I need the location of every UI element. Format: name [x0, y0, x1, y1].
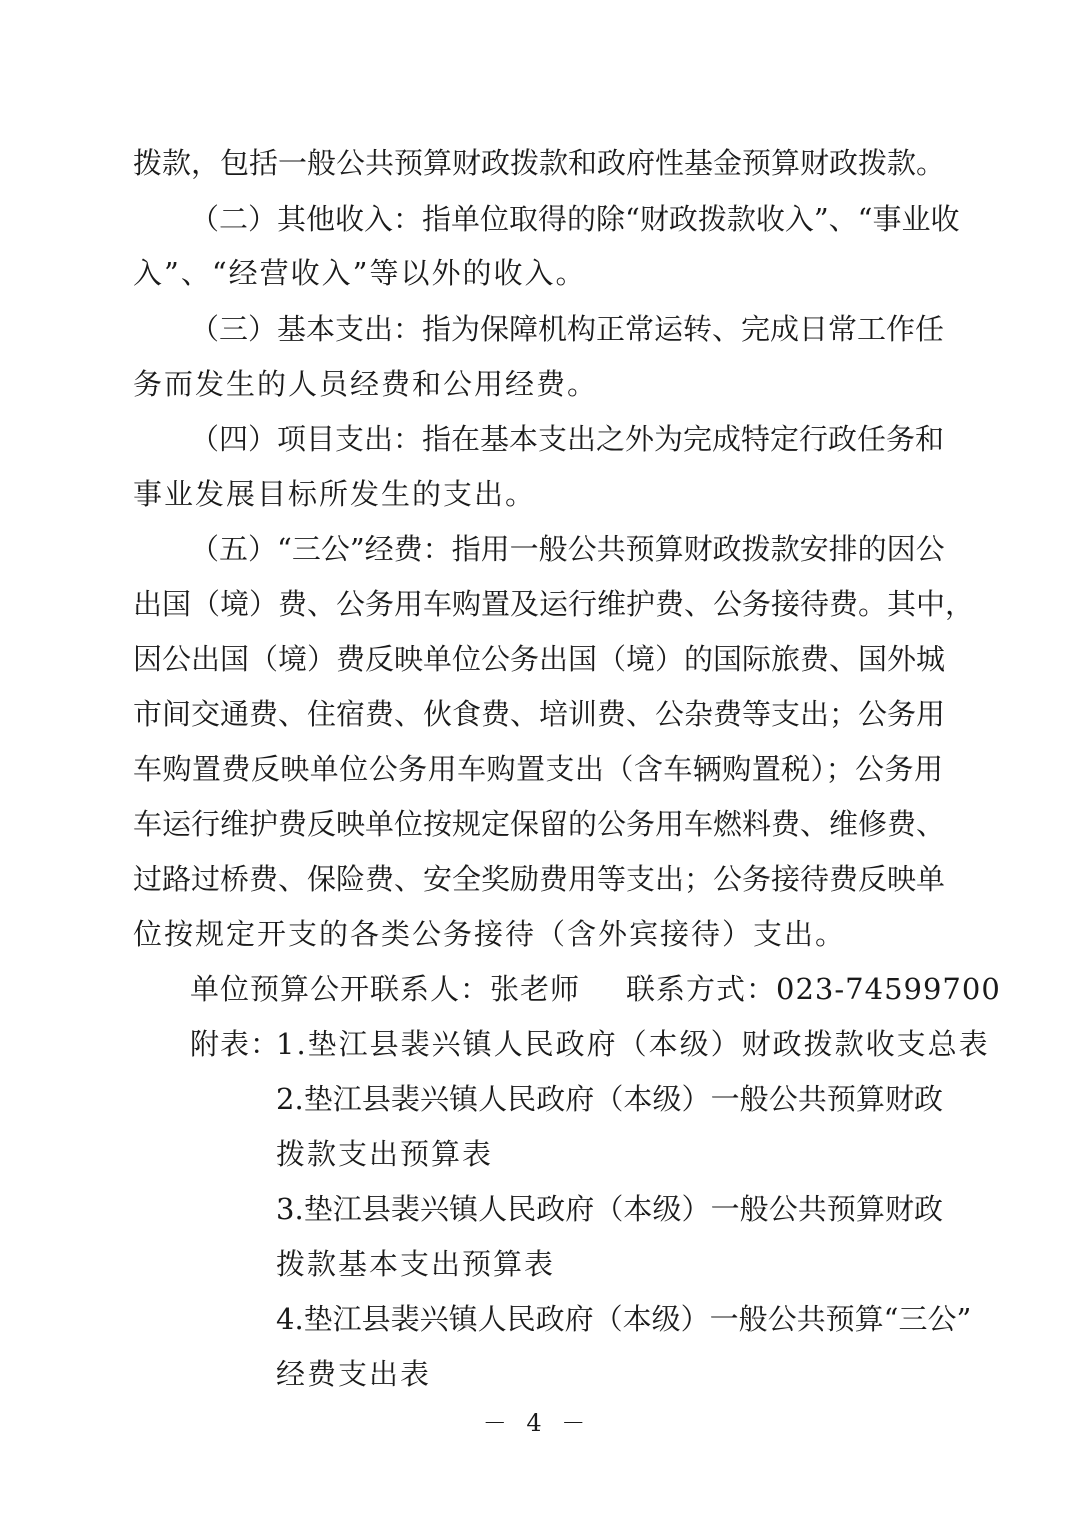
paragraph-line: 出国（境）费、公务用车购置及运行维护费、公务接待费。其中， — [133, 587, 975, 621]
page-number: － 4 － — [482, 1409, 592, 1437]
attachment-item: 4.垫江县裴兴镇人民政府（本级）一般公共预算“三公” — [276, 1302, 972, 1336]
attachments-label: 附表： — [190, 1027, 281, 1061]
paragraph-line: （五）“三公”经费：指用一般公共预算财政拨款安排的因公 — [190, 532, 945, 566]
paragraph-line: （三）基本支出：指为保障机构正常运转、完成日常工作任 — [190, 312, 945, 346]
paragraph-line: 过路过桥费、保险费、安全奖励费用等支出；公务接待费反映单 — [133, 862, 946, 896]
paragraph-line: 市间交通费、住宿费、伙食费、培训费、公杂费等支出；公务用 — [133, 697, 946, 731]
attachment-item: 3.垫江县裴兴镇人民政府（本级）一般公共预算财政 — [276, 1192, 943, 1226]
contact-method: 联系方式：023-74599700 — [626, 972, 1001, 1006]
paragraph-line: 入”、“经营收入”等以外的收入。 — [133, 256, 587, 290]
paragraph-line: 事业发展目标所发生的支出。 — [133, 477, 537, 511]
attachment-item: 2.垫江县裴兴镇人民政府（本级）一般公共预算财政 — [276, 1082, 943, 1116]
paragraph-line: （二）其他收入：指单位取得的除“财政拨款收入”、“事业收 — [190, 202, 960, 236]
attachment-item: 经费支出表 — [276, 1357, 432, 1391]
attachment-item: 1.垫江县裴兴镇人民政府（本级）财政拨款收支总表 — [276, 1027, 990, 1061]
paragraph-line: 拨款，包括一般公共预算财政拨款和政府性基金预算财政拨款。 — [133, 146, 946, 180]
attachment-item: 拨款基本支出预算表 — [276, 1247, 556, 1281]
contact-person: 单位预算公开联系人：张老师 — [190, 972, 581, 1006]
attachment-item: 拨款支出预算表 — [276, 1137, 494, 1171]
paragraph-line: （四）项目支出：指在基本支出之外为完成特定行政任务和 — [190, 422, 945, 456]
paragraph-line: 务而发生的人员经费和公用经费。 — [133, 367, 599, 401]
paragraph-line: 车购置费反映单位公务用车购置支出（含车辆购置税）；公务用 — [133, 752, 943, 786]
paragraph-line: 因公出国（境）费反映单位公务出国（境）的国际旅费、国外城 — [133, 642, 946, 676]
contact-line — [190, 969, 1001, 1009]
paragraph-line: 位按规定开支的各类公务接待（含外宾接待）支出。 — [133, 917, 847, 951]
paragraph-line: 车运行维护费反映单位按规定保留的公务用车燃料费、维修费、 — [133, 807, 946, 841]
